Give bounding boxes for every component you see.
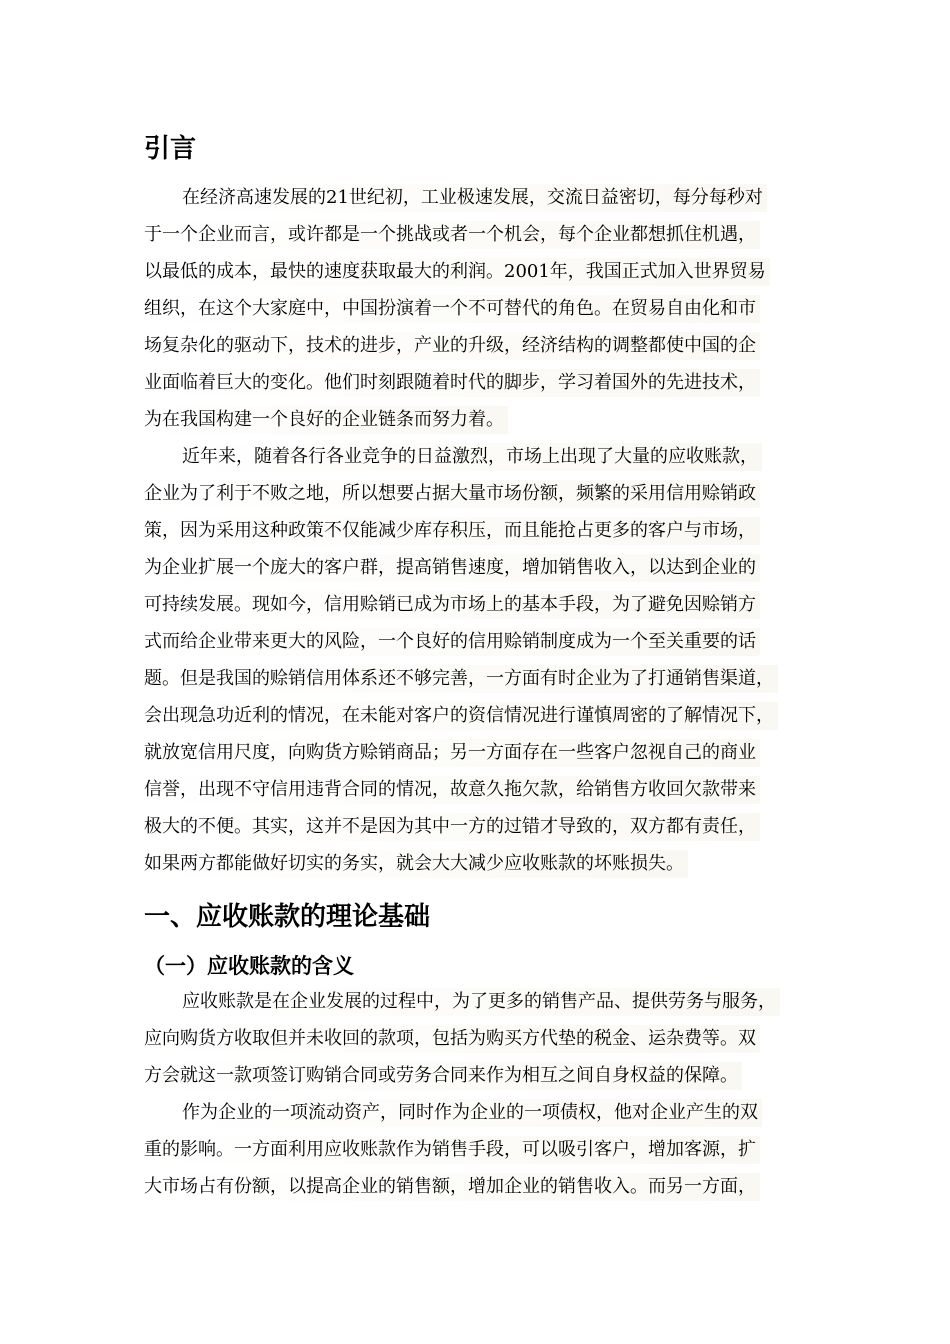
paragraph-line: 企业为了利于不败之地，所以想要占据大量市场份额，频繁的采用信用赊销政 [144, 480, 760, 508]
paragraph-line: 业面临着巨大的变化。他们时刻跟随着时代的脚步，学习着国外的先进技术， [144, 369, 760, 397]
paragraph-line: 场复杂化的驱动下，技术的进步，产业的升级，经济结构的调整都使中国的企 [144, 332, 760, 360]
paragraph-line: 近年来，随着各行各业竞争的日益激烈，市场上出现了大量的应收账款， [182, 443, 762, 471]
paragraph-line: 就放宽信用尺度，向购货方赊销商品；另一方面存在一些客户忽视自己的商业 [144, 739, 760, 767]
paragraph-line: 于一个企业而言，或许都是一个挑战或者一个机会，每个企业都想抓住机遇， [144, 221, 760, 249]
paragraph-line: 以最低的成本，最快的速度获取最大的利润。2001年，我国正式加入世界贸易 [144, 258, 770, 286]
paragraph-line: 为在我国构建一个良好的企业链条而努力着。 [144, 406, 508, 434]
paragraph-line: 方会就这一款项签订购销合同或劳务合同来作为相互之间自身权益的保障。 [144, 1062, 742, 1090]
heading-subsection-1: （一）应收账款的含义 [144, 954, 354, 978]
paragraph-line: 为企业扩展一个庞大的客户群，提高销售速度，增加销售收入，以达到企业的 [144, 554, 760, 582]
paragraph-line: 式而给企业带来更大的风险，一个良好的信用赊销制度成为一个至关重要的话 [144, 628, 760, 656]
paragraph-line: 会出现急功近利的情况，在未能对客户的资信情况进行谨慎周密的了解情况下， [144, 702, 778, 730]
paragraph-line: 应收账款是在企业发展的过程中，为了更多的销售产品、提供劳务与服务， [182, 988, 780, 1016]
heading-introduction: 引言 [144, 134, 197, 164]
paragraph-line: 组织，在这个大家庭中，中国扮演着一个不可替代的角色。在贸易自由化和市 [144, 295, 760, 323]
paragraph-line: 可持续发展。现如今，信用赊销已成为市场上的基本手段，为了避免因赊销方 [144, 591, 760, 619]
heading-section-1: 一、应收账款的理论基础 [144, 902, 431, 932]
paragraph-line: 重的影响。一方面利用应收账款作为销售手段，可以吸引客户，增加客源，扩 [144, 1136, 760, 1164]
paragraph-line: 题。但是我国的赊销信用体系还不够完善，一方面有时企业为了打通销售渠道， [144, 665, 778, 693]
paragraph-line: 如果两方都能做好切实的务实，就会大大减少应收账款的坏账损失。 [144, 850, 688, 878]
paragraph-line: 大市场占有份额，以提高企业的销售额，增加企业的销售收入。而另一方面， [144, 1173, 760, 1201]
paragraph-line: 极大的不便。其实，这并不是因为其中一方的过错才导致的，双方都有责任， [144, 813, 760, 841]
paragraph-line: 信誉，出现不守信用违背合同的情况，故意久拖欠款，给销售方收回欠款带来 [144, 776, 760, 804]
paragraph-line: 策，因为采用这种政策不仅能减少库存积压，而且能抢占更多的客户与市场， [144, 517, 760, 545]
paragraph-line: 应向购货方收取但并未收回的款项，包括为购买方代垫的税金、运杂费等。双 [144, 1025, 760, 1053]
paragraph-line: 在经济高速发展的21世纪初，工业极速发展，交流日益密切，每分每秒对 [182, 184, 767, 212]
paragraph-line: 作为企业的一项流动资产，同时作为企业的一项债权，他对企业产生的双 [182, 1099, 762, 1127]
